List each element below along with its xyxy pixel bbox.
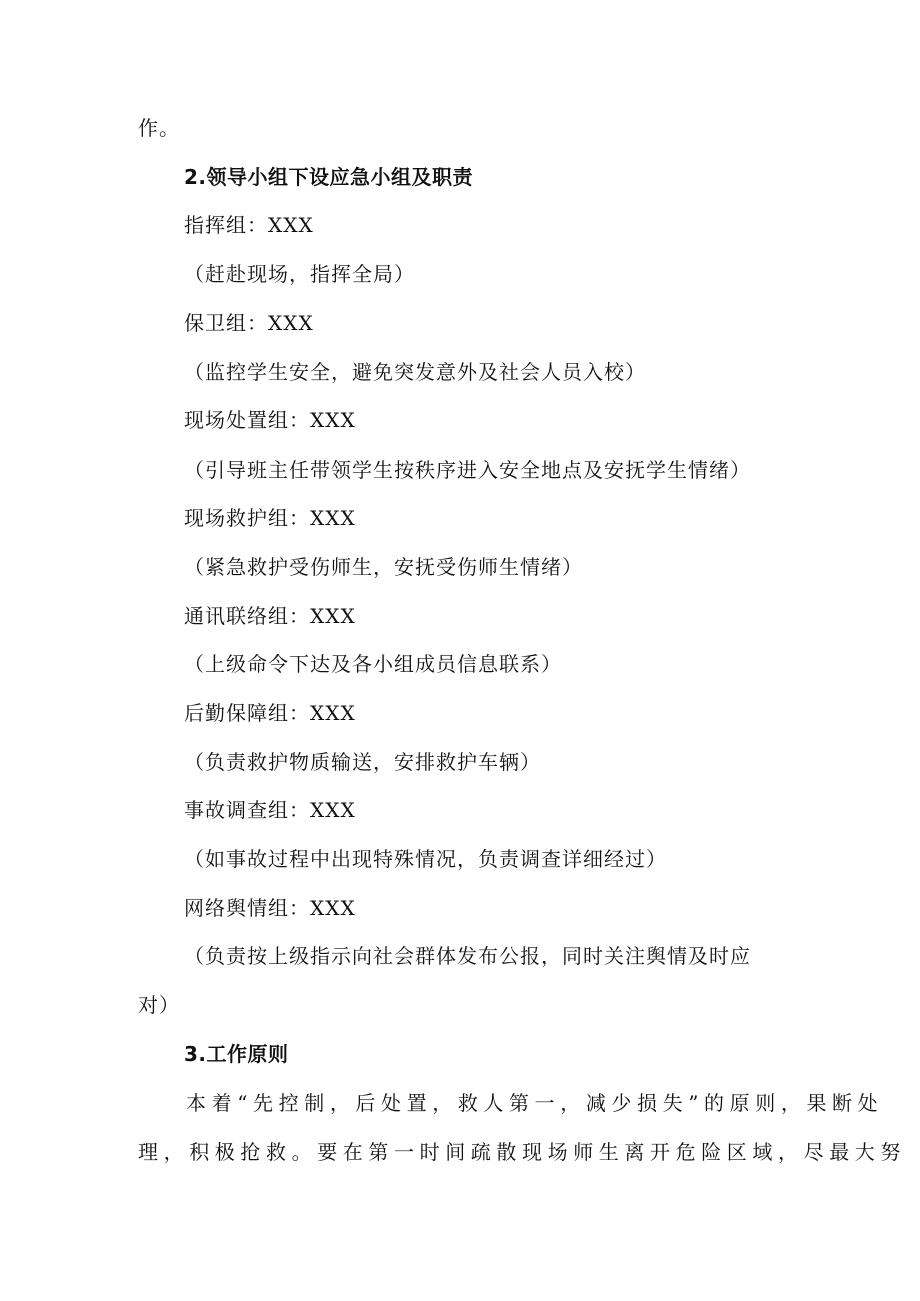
- group-name-command: 指挥组：XXX: [184, 213, 314, 237]
- principle-paragraph-line-1: 本着“先控制，后处置，救人第一，减少损失”的原则，果断处: [186, 1091, 884, 1115]
- group-name-communication: 通讯联络组：XXX: [184, 604, 356, 628]
- principle-paragraph-line-2: 理，积极抢救。要在第一时间疏散现场师生离开危险区域，尽最大努: [138, 1140, 906, 1164]
- group-duty-public-opinion: （负责按上级指示向社会群体发布公报，同时关注舆情及时应: [184, 944, 751, 968]
- group-name-logistics: 后勤保障组：XXX: [184, 701, 356, 725]
- section-heading-3: 3.工作原则: [184, 1042, 289, 1066]
- group-duty-command: （赶赴现场，指挥全局）: [184, 262, 415, 286]
- section-heading-2: 2.领导小组下设应急小组及职责: [184, 165, 474, 189]
- group-duty-investigation: （如事故过程中出现特殊情况，负责调查详细经过）: [184, 847, 667, 871]
- group-duty-communication: （上级命令下达及各小组成员信息联系）: [184, 652, 562, 676]
- group-duty-logistics: （负责救护物质输送，安排救护车辆）: [184, 750, 541, 774]
- group-name-onsite-rescue: 现场救护组：XXX: [184, 506, 356, 530]
- paragraph-fragment: 作。: [138, 116, 180, 140]
- group-name-onsite-handling: 现场处置组：XXX: [184, 408, 356, 432]
- group-name-investigation: 事故调查组：XXX: [184, 798, 356, 822]
- group-name-security: 保卫组：XXX: [184, 311, 314, 335]
- group-duty-security: （监控学生安全，避免突发意外及社会人员入校）: [184, 360, 646, 384]
- group-duty-onsite-rescue: （紧急救护受伤师生，安抚受伤师生情绪）: [184, 555, 583, 579]
- group-duty-onsite-handling: （引导班主任带领学生按秩序进入安全地点及安抚学生情绪）: [184, 458, 751, 482]
- group-name-public-opinion: 网络舆情组：XXX: [184, 896, 356, 920]
- group-duty-public-opinion-cont: 对）: [138, 993, 180, 1017]
